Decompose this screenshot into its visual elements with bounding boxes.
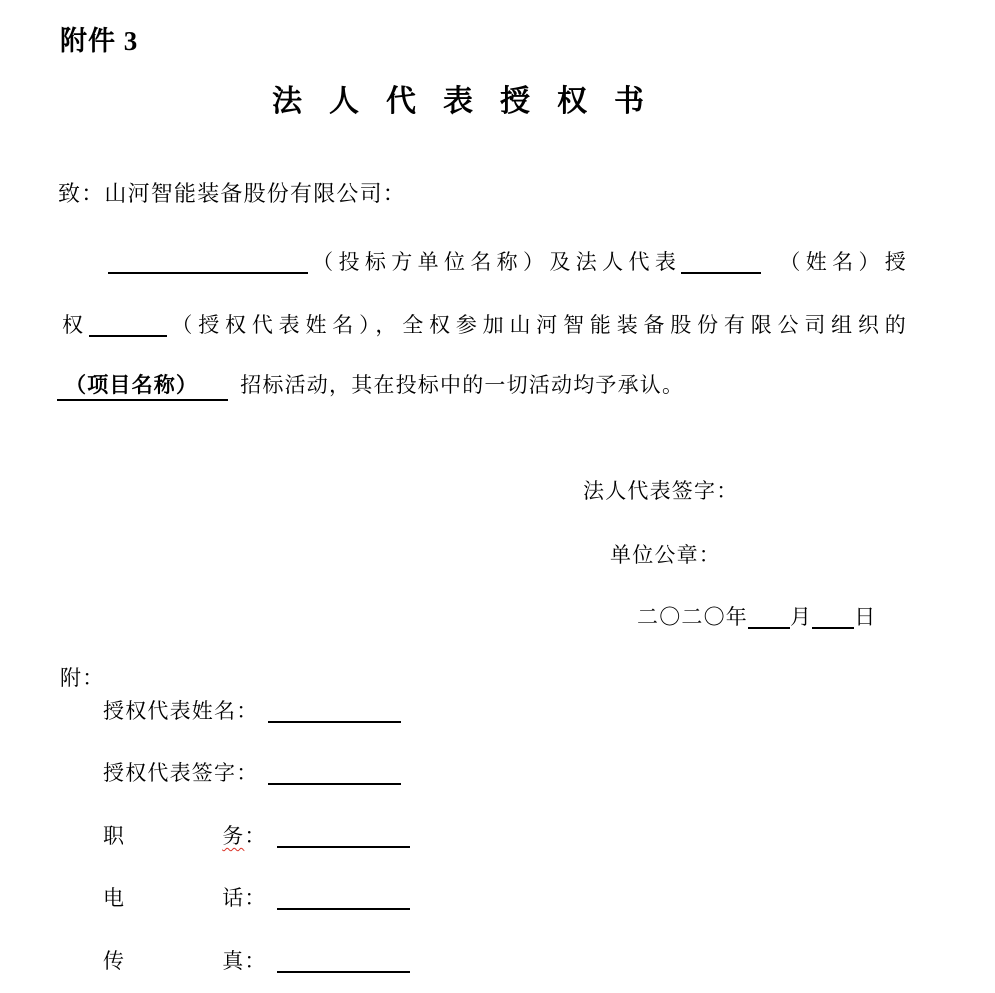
blank-line-month[interactable]: [748, 627, 790, 629]
attach-row-rep-name: [103, 697, 401, 726]
row-label-colon: ：: [244, 949, 267, 973]
paragraph-line-2: [62, 311, 907, 340]
row-label-colon: ：: [244, 886, 267, 910]
row-label-left: 电: [103, 886, 126, 910]
date-month-text: 月: [790, 605, 813, 629]
blank-line-rep-signature[interactable]: [268, 783, 401, 785]
paragraph-text-segment: 招标活动，其在投标中的一切活动均予承认。: [240, 373, 685, 397]
attach-row-fax: [103, 947, 410, 976]
row-label: 授权代表姓名：: [103, 699, 259, 723]
blank-line-authorized-rep-name[interactable]: [89, 335, 167, 337]
row-label: 授权代表签字：: [103, 761, 259, 785]
blank-line-fax[interactable]: [277, 971, 410, 973]
project-name-placeholder[interactable]: （项目名称）: [57, 373, 228, 401]
attachment-heading: 附：: [60, 666, 105, 690]
paragraph-text-segment: （投标方单位名称）及法人代表: [308, 250, 682, 274]
document-title: 法人代表授权书: [272, 85, 671, 118]
date-day-text: 日: [854, 605, 877, 629]
paragraph-line-1: [62, 248, 907, 277]
attach-row-phone: [103, 884, 410, 913]
date-line: [637, 603, 876, 632]
blank-line-day[interactable]: [812, 627, 854, 629]
paragraph-text-segment: （授权代表姓名），全权参加山河智能装备股份有限公司组织的: [166, 313, 907, 337]
blank-line-bidder-name[interactable]: [108, 272, 308, 274]
paragraph-text-segment: （姓名）授: [775, 250, 907, 274]
blank-line-position[interactable]: [277, 846, 410, 848]
company-seal-label: 单位公章：: [610, 543, 721, 567]
paragraph-text-segment: 权: [62, 313, 89, 337]
row-label-mid: 话: [222, 886, 245, 910]
blank-line-phone[interactable]: [277, 908, 410, 910]
paragraph-line-3: [57, 371, 684, 400]
salutation-line: 致：山河智能装备股份有限公司：: [58, 181, 407, 206]
blank-line-rep-name[interactable]: [268, 721, 401, 723]
blank-line-legal-rep-name[interactable]: [681, 272, 761, 274]
legal-rep-signature-label: 法人代表签字：: [583, 479, 739, 503]
spellcheck-wavy-underline: 务: [222, 824, 245, 848]
attach-row-rep-signature: [103, 759, 401, 788]
attach-row-position: [103, 822, 410, 851]
row-label-colon: ：: [244, 824, 267, 848]
attachment-number-label: 附件 3: [60, 26, 139, 56]
date-year-text: 二〇二〇年: [637, 605, 748, 629]
row-label-left: 传: [103, 949, 126, 973]
row-label-left: 职: [103, 824, 126, 848]
row-label-mid: 真: [222, 949, 245, 973]
